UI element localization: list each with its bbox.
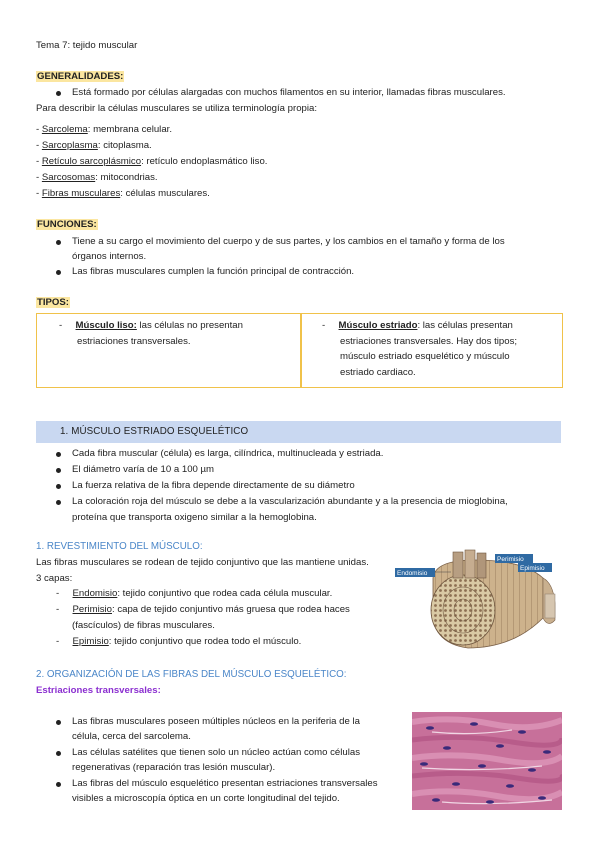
term-item: - Fibras musculares: células musculares. bbox=[36, 188, 210, 199]
tipos-heading: TIPOS: bbox=[37, 297, 69, 308]
term-item: - Sarcosomas: mitocondrias. bbox=[36, 172, 158, 183]
page-title: Tema 7: tejido muscular bbox=[36, 40, 138, 51]
section1-bullet: Cada fibra muscular (célula) es larga, cilíndrica, multinucleada y estriada. bbox=[72, 448, 384, 459]
bullet-dot bbox=[56, 484, 61, 489]
bullet-dot bbox=[56, 751, 61, 756]
revestimiento-capas: 3 capas: bbox=[36, 573, 73, 584]
perimisio-label: Perimisio bbox=[497, 556, 524, 563]
revestimiento-text: Las fibras musculares se rodean de tejido conjuntivo que las mantiene unidas. bbox=[36, 557, 369, 568]
endomisio-label: Endomisio bbox=[397, 570, 428, 577]
term-item: - Sarcoplasma: citoplasma. bbox=[36, 140, 152, 151]
funciones-bullet-1-cont: órganos internos. bbox=[72, 251, 147, 262]
funciones-bullet-1: Tiene a su cargo el movimiento del cuerpo y de sus partes, y los cambios en el tamaño y forma de los bbox=[72, 236, 505, 247]
tipos-cell-liso: - Músculo liso: las células no presentan estriaciones transversales. bbox=[59, 320, 243, 347]
term-item: - Retículo sarcoplásmico: retículo endoplasmático liso. bbox=[36, 156, 268, 167]
tipos-table bbox=[36, 313, 563, 388]
table-divider bbox=[300, 314, 302, 387]
organizacion-heading: 2. ORGANIZACIÓN DE LAS FIBRAS DEL MÚSCULO ESQUELÉTICO: bbox=[36, 669, 347, 680]
layer-item: - Endomisio: tejido conjuntivo que rodea cada célula muscular. bbox=[56, 588, 333, 599]
bullet-dot bbox=[56, 91, 61, 96]
muscle-histology-image bbox=[412, 712, 562, 810]
layer-item-cont: (fascículos) de fibras musculares. bbox=[72, 620, 215, 631]
layer-item: - Perimisio: capa de tejido conjuntivo más gruesa que rodea haces bbox=[56, 604, 350, 615]
layer-item: - Epimisio: tejido conjuntivo que rodea todo el músculo. bbox=[56, 636, 302, 647]
organizacion-subheading: Estriaciones transversales: bbox=[36, 685, 161, 696]
generalidades-heading: GENERALIDADES: bbox=[37, 71, 124, 82]
bullet-dot bbox=[56, 500, 61, 505]
generalidades-bullet: Está formado por células alargadas con muchos filamentos en su interior, llamadas fibras musculares. bbox=[72, 87, 506, 98]
epimisio-label: Epimisio bbox=[520, 565, 545, 572]
bullet-dot bbox=[56, 720, 61, 725]
section1-bullet: La fuerza relativa de la fibra depende directamente de su diámetro bbox=[72, 480, 355, 491]
term-item: - Sarcolema: membrana celular. bbox=[36, 124, 172, 135]
funciones-heading: FUNCIONES: bbox=[37, 219, 97, 230]
section1-bullet: El diámetro varía de 10 a 100 µm bbox=[72, 464, 215, 475]
section1-bullet-cont: proteína que transporta oxigeno similar a la hemoglobina. bbox=[72, 512, 317, 523]
bullet-dot bbox=[56, 270, 61, 275]
organizacion-bullet-1-cont: célula, cerca del sarcolema. bbox=[72, 731, 191, 742]
bullet-dot bbox=[56, 240, 61, 245]
section1-bullet: La coloración roja del músculo se debe a la vascularización abundante y a la presencia de mioglobina, bbox=[72, 496, 508, 507]
organizacion-bullet-2-cont: regenerativas (reparación tras lesión muscular). bbox=[72, 762, 276, 773]
revestimiento-heading: 1. REVESTIMIENTO DEL MÚSCULO: bbox=[36, 541, 203, 552]
organizacion-bullet-3-cont: visibles a microscopía óptica en un corte longitudinal del tejido. bbox=[72, 793, 340, 804]
organizacion-bullet-2: Las células satélites que tienen solo un núcleo actúan como células bbox=[72, 747, 360, 758]
tipos-cell-estriado: - Músculo estriado: las células presentan estriaciones transversales. Hay dos tipos; músculo estriado esquelético y músculo estriado cardiaco. bbox=[322, 320, 518, 378]
muscle-structure-illustration bbox=[393, 548, 563, 654]
funciones-bullet-2: Las fibras musculares cumplen la función principal de contracción. bbox=[72, 266, 355, 277]
bullet-dot bbox=[56, 468, 61, 473]
bullet-dot bbox=[56, 452, 61, 457]
organizacion-bullet-3: Las fibras del músculo esquelético presentan estriaciones transversales bbox=[72, 778, 378, 789]
section-title: 1. MÚSCULO ESTRIADO ESQUELÉTICO bbox=[60, 426, 249, 437]
section-heading-bar bbox=[36, 421, 561, 443]
bullet-dot bbox=[56, 782, 61, 787]
generalidades-intro: Para describir la células musculares se utiliza terminología propia: bbox=[36, 103, 318, 114]
organizacion-bullet-1: Las fibras musculares poseen múltiples núcleos en la periferia de la bbox=[72, 716, 360, 727]
